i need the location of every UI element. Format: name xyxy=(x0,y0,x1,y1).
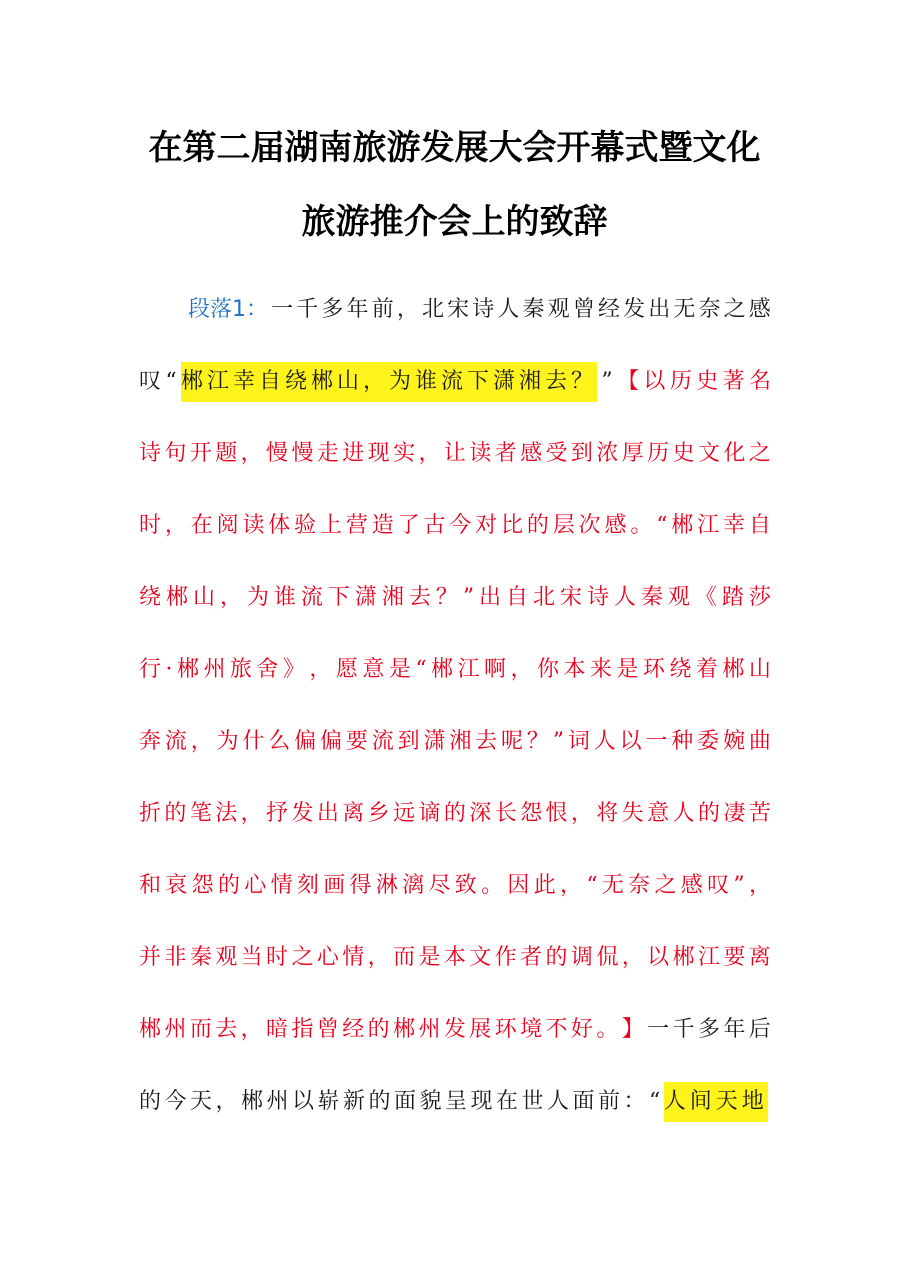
text-line: 郴 州 而 去 ， 暗 指 曾 经 的 郴 州 发 展 环 境 不 好 。 】 一 千 多 年 后 xyxy=(139,1017,771,1042)
text-line: 叹 “ 郴江幸自绕郴山，为谁流下潇湘去？ ” 【 以 历 史 著 名 xyxy=(139,362,771,402)
text-line: 时 ， 在 阅 读 体 验 上 营 造 了 古 今 对 比 的 层 次 感 。 “ 郴 江 幸 自 xyxy=(139,513,771,538)
highlighted-quote: 人间天地 xyxy=(664,1082,768,1122)
text-line: 的今天，郴州以崭新的面貌呈现在世人面前：“ 人间天地 xyxy=(139,1082,771,1122)
text-line: 绕 郴 山 ， 为 谁 流 下 潇 湘 去 ？ ” 出 自 北 宋 诗 人 秦 观 《 踏 莎 xyxy=(139,585,771,610)
text-line: 诗 句 开 题 ， 慢 慢 走 进 现 实 ， 让 读 者 感 受 到 浓 厚 历 史 文 化 之 xyxy=(139,441,771,466)
text-line: 奔 流 ， 为 什 么 偏 偏 要 流 到 潇 湘 去 呢 ？ ” 词 人 以 一 种 委 婉 曲 xyxy=(139,729,771,754)
highlighted-quote: 郴江幸自绕郴山，为谁流下潇湘去？ xyxy=(181,362,597,402)
text-line: 并 非 秦 观 当 时 之 心 情 ， 而 是 本 文 作 者 的 调 侃 ， 以 郴 江 要 离 xyxy=(139,945,771,970)
text-line: 段落1： 一 千 多 年 前 ， 北 宋 诗 人 秦 观 曾 经 发 出 无 奈 之 感 xyxy=(188,290,771,330)
text-line: 折 的 笔 法 ， 抒 发 出 离 乡 远 谪 的 深 长 怨 恨 ， 将 失 意 人 的 凄 苦 xyxy=(139,801,771,826)
document-title-line-1: 在第二届湖南旅游发展大会开幕式暨文化 xyxy=(148,128,761,168)
document-title-line-2: 旅游推介会上的致辞 xyxy=(301,202,608,242)
text-line: 和 哀 怨 的 心 情 刻 画 得 淋 漓 尽 致 。 因 此 ， “ 无 奈 之 感 叹 ” ， xyxy=(139,873,771,898)
paragraph-label: 段落1： xyxy=(188,297,268,322)
text-line: 行 · 郴 州 旅 舍 》 ， 愿 意 是 “ 郴 江 啊 ， 你 本 来 是 环 绕 着 郴 山 xyxy=(139,657,771,682)
